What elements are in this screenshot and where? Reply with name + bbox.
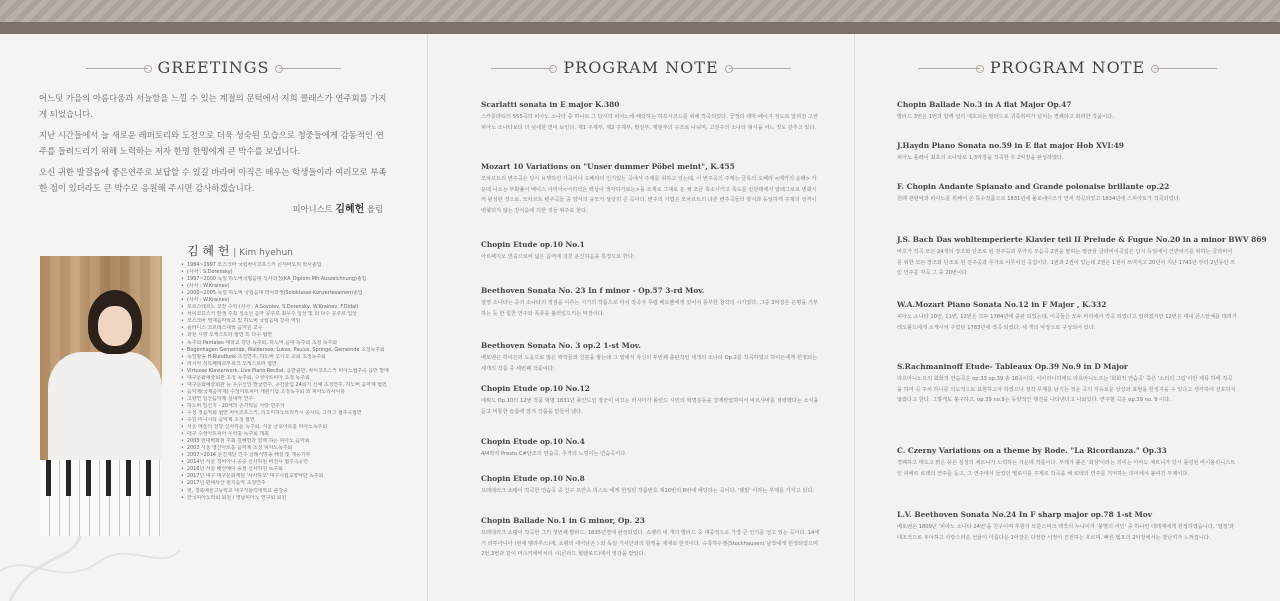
- piece-description: 스카를라티의 555곡의 피아노 소나타 중 하나로 그 당시의 피아노에 해당하는 하프시코드를 위해 작곡되었다. 궁정의 테마 페이지 정도로 알려진 고전피아노 소나타보다 더 섬세한 면이 보인다. 제1 주제부, 제2 주제부, 발전부, 재현부의 구조로 나뉘며, 고전주의 소나타 형식을 어느 정도 갖추고 있다.: [481, 114, 818, 131]
- ornament-right-icon: [1155, 68, 1217, 69]
- piece-description: 아르페지오 연습으로써 넓은 음역에 걸친 운신하음을 특징으로 한다.: [481, 254, 635, 260]
- bio-item: • 1984~1997 모스크바 국립차이코프스키 콘서바토리 학사졸업: [181, 262, 417, 269]
- bio-item: • 독일방송 H-Rundfunk 초청연주, 하노버 오디오 교회 초청독주회: [181, 354, 417, 361]
- profile-bio-list: [181, 262, 417, 502]
- piece-description: 바흐가 작곡 모든 24개의 장조와 단조로 된 전주곡과 푸가의 모음곡 2권을 말하는 평균율 클라비어곡집은 당시 독일에서 건반악기를 위하는 클라비어를 위한 모든 장조와 단조로 된 전주곡과 푸가로 이루어진 곡집이다. 1권과 2권이 있는데 2권은 1권이 쓰여지고 20년이 지난 1741년 부터 2년동안 쓰인 연주를 각곡 그 중 20번이다.: [897, 249, 1236, 277]
- bio-item: • 수원 미니시티 음악제 초청 협연: [181, 417, 417, 424]
- program-note-item: [897, 510, 1237, 543]
- bio-item: • 고향연 일산음악제 실내악 연주: [181, 396, 417, 403]
- bio-item: • 모스크바 영재음악학교 및 하노버 국립음대 강사 역임: [181, 318, 417, 325]
- program-note-item: [897, 182, 1237, 205]
- piece-title: Mozart 10 Variations on "Unser dummer Pöbel meint", K.455: [481, 162, 735, 171]
- program-note-panel-left: [427, 34, 854, 601]
- bio-item: • 2007~2014 문진재단 진주 클래식방송 해설 및 재능기부: [181, 452, 417, 459]
- bio-item: • 2017년 편대사산 현지음악 초청연주: [181, 480, 417, 487]
- program-note-item: [897, 100, 1237, 123]
- bio-item: • 독주회 Pantaleo 대학교 강당 독주회, 하노버 음대 독주회 초청 독주회: [181, 340, 417, 347]
- bio-item: • 2000~2005 독일 하노버 국립음대 박사과정(Soloklasse-Konzertexamen)졸업: [181, 290, 417, 297]
- top-divider-strip: [0, 22, 1280, 34]
- program-note-item: [481, 162, 821, 216]
- greetings-text: [39, 90, 389, 201]
- bio-item: • 한국피아노학회 회원 / 영남피아노 연구회 회원: [181, 495, 417, 502]
- signature-name: 김혜헌: [335, 204, 365, 215]
- bio-item: • 2016년 서울 횃산예이 종점 신사하원 독주회: [181, 466, 417, 473]
- piece-title: Chopin Etude op.10 No.8: [481, 474, 585, 483]
- ornament-left-icon: [86, 68, 148, 69]
- bio-item: • 2017년 대구 대구문화재단 '사사하오' 대구시립교향악단 독주회: [181, 473, 417, 480]
- piece-description: 피아노 플레이 최초의 소나타로 1,3악장을 작곡한 후 2악장을 완성하였다.: [897, 155, 1064, 161]
- bio-item: • 서울 예술의 전당 신사리를 독주회, 서울 금호아트홀 피아노독주회: [181, 424, 417, 431]
- program-note-item: [897, 141, 1237, 164]
- piece-title: Beethoven Sonata No. 23 In f minor - Op.57 3-rd Mov.: [481, 286, 705, 295]
- piece-description: 4/4박자 Presto C#단조의 연습곡. 추격의 느낌이는 연습곡이다.: [481, 451, 627, 457]
- piece-title: S.Rachmaninoff Etude- Tableaux Op.39 No.9 in D Major: [897, 362, 1128, 371]
- program-note-panel-right: [854, 34, 1280, 601]
- bio-item: • 하노버 일산지 - 20세의 손가락을 사랑 연주자: [181, 403, 417, 410]
- piece-title: L.V. Beethoven Sonata No.24 In F sharp major op.78 1-st Mov: [897, 510, 1153, 519]
- bio-item: • 차이코프스키 탄생 주최 청소년 음악 콩쿠르 최우수 입상 및 외 다수 콩쿠르 입상: [181, 311, 417, 318]
- piece-title: Chopin Ballade No.3 in A flat Major Op.47: [897, 100, 1072, 109]
- program-note-item: [481, 474, 821, 497]
- bio-item: • 2003 현대백화점 주최 김혜헌과 함께 하는 피아노 음악회: [181, 438, 417, 445]
- bio-item: • 대구문화예술회관 등 우수신인 발굴연주, 공간울림 24회기 신예 초청연주, 하노버 음악제 협연: [181, 382, 417, 389]
- program-note-item: [481, 384, 821, 417]
- piece-title: C. Czerny Variations on a theme by Rode. "La Ricordanza." Op.33: [897, 446, 1167, 455]
- decorative-top-band: [0, 0, 1280, 22]
- bio-item: • Virtuose Klavierwerk, Live Piano Recital, 음반출반, 차이코프스키 피아노협주곡 음반 발매: [181, 368, 417, 375]
- bio-item: • 수성 정음악회 협연 차이코프스키, 리오미하노브리키시 콩시티, 그리그 협주곡협연: [181, 410, 417, 417]
- piece-title: Chopin Etude op.10 No.12: [481, 384, 590, 393]
- bio-item: • 폴라디스 코르데스대학 음악원 교수: [181, 325, 417, 332]
- piece-description: 에튀드 Op.10의 12번 작품 혁명 1831년 폴란드인 장군이 이끄는 러시아가 폴란드 시민의 혁명운동을 강제탄압하여서 바르샤바를 점령했다는 소식을 듣고 비통한 슬픔에 잠겨 작품을 만들어 냈다.: [481, 398, 819, 415]
- ornament-left-icon: [491, 68, 553, 69]
- piece-description: 프레데리크 쇼팽이 작곡한 연습곡 중 친구 프란츠 리스트 에게 헌정된 작품번호 제10번의 8번에 해당하는 곡이다. '햇빛' 이라는 부제를 가지고 있다.: [481, 488, 815, 494]
- program-note-item: [481, 516, 821, 560]
- bio-item: • 1997~2000 독일 하노버국립음대 석사과정(KA_Diplom Mit Auszeichnung)졸업: [181, 276, 417, 283]
- bio-item: • 대구 수성아트피아 무학홀 독주회 개최: [181, 431, 417, 438]
- greetings-heading: GREETINGS: [0, 58, 427, 77]
- greetings-panel: [0, 34, 427, 601]
- piece-title: J.Haydn Piano Sonata no.59 in E flat major Hob XVI:49: [897, 141, 1124, 150]
- piece-description: 열정 소나타는 중기 소나타의 정점을 이루는 시기의 작품으로 마치 작곡자 무렵 베토벤에게 있어서 풍부한 창작의 시기였다. 그중 3악장은 운명을 거부하는 듯 한 힘찬 연주와 폭풍을 불러일으키는 악장이다.: [481, 300, 818, 317]
- program-note-item: [897, 300, 1237, 333]
- signature: 피아니스트 김혜헌 올림: [292, 204, 383, 215]
- piece-title: Beethoven Sonata No. 3 op.2 1-st Mov.: [481, 341, 641, 350]
- bio-item: • (사사 : S.Dorensky): [181, 269, 417, 276]
- bio-item: • 과천 시향 오케스트라 협연 외 다수 협연: [181, 332, 417, 339]
- greetings-paragraph: 오신 귀한 발걸음에 좋은연주로 보답할 수 있길 바라며 아직은 배우는 학생들이라 여러모로 부족한 점이 있더라도 큰 박수로 응원해 주시면 감사하겠습니다.: [39, 167, 387, 193]
- piece-title: W.A.Mozart Piano Sonata No.12 in F Major , K.332: [897, 300, 1107, 309]
- piece-description: 발라드 3번은 1번과 함께 널리 애호되는 발라드로 귀족취미가 넘치는 경쾌하고 화려한 작품이다.: [897, 114, 1114, 120]
- ornament-right-icon: [729, 68, 791, 69]
- piece-description: 프레데리크 쇼팽이 작곡한 그의 첫번째 발라드. 1835년경에 완성되었다. 쇼팽의 네 개의 발라드 중 대중적으로 가장 큰 인기를 얻고 있는 곡이다. 14세기 리투아니아 (현재 벨라루스)에, 쇼팽의 대어난곤 ) 와 독일 기사단과의 항쟁을 제재로 한것이다. 슈톡하우젠(Stockhausen) 남작에게 헌정되었으며 2번,3번과 같이 미츠키에비치의 시(콘라드 월렌로드)에서 영감을 받았다.: [481, 530, 820, 558]
- piece-description: 베토벤은 1809년 '피아노 소나타 24번'을 친구이며 후원자 브룬스비크 백작의 누나이자 '불멸의 여인' 중 하나인 테레제에게 헌정하였습니다. '열정'과 대조적으로 우아하고 사랑스러운 선율이 아름다운 1악장은 다정한 서정이 진전하는 흐르며, 빠른 템포의 2악장에서는 장난끼가 느껴집니다.: [897, 524, 1235, 541]
- profile-name: 김 혜 헌 | Kim hyehun: [187, 244, 293, 258]
- piece-title: Chopin Etude op.10 No.1: [481, 240, 585, 249]
- program-note-item: [481, 240, 821, 263]
- piece-title: Scarlatti sonata in E major K.380: [481, 100, 620, 109]
- piece-description: 라흐마니노프의 회화적 연습곡은 op.33 op.39 총 18곡이다. 이이리니히에도 라흐마니노프는 '회화적 연습곡' 혹은 '소리의 그림'이란 제목 하에 작곡을 하여 곡 주치 하나를 의도적으로 표현하고자 하였으나 정작 무제를 남기는 것은 곡의 자유로운 상상과 표현을 한정지을 수 있다고 생각하여 선호하지 않았다고 한다. 그렇게도 불구하고, op.39 no.9는 동양적인 행진을 나타낸다고 나와있다. 연주할 곡은 op.39 no. 9 이다.: [897, 376, 1236, 404]
- piece-title: F. Chopin Andante Spianato and Grande polonaise brillante op.22: [897, 182, 1170, 191]
- bio-item: • Bogenhagen Gemeinde, Waldersee, Lukas, Paulus, Springe, Gemeinde 초청독주회: [181, 347, 417, 354]
- program-note-item: [897, 235, 1267, 279]
- program-note-item: [481, 341, 821, 374]
- program-note-heading: PROGRAM NOTE: [428, 58, 854, 77]
- bio-item: • 2003 서울 영산아트홀 음악제 초청 피아노독주회: [181, 445, 417, 452]
- program-note-item: [481, 286, 821, 319]
- program-note-item: [897, 446, 1237, 479]
- piece-title: J.S. Bach Das wohltemperierte Klavier teil II Prelude & Fugue No.20 in a minor BWV 869: [897, 235, 1267, 244]
- piece-description: 모차르트의 변주곡은 당시 유행하던 가곡이나 오페라의 인기있는 곡에서 주제를 취하고 있는데, 이 변주곡의 주제는 글룩의 오페라 <메카의 순례> 가운데 나오는 부화풀이 베이스 아리아<어리석은 백성이 생각하기로는>을 소재로 그대로 둔 채 조금 축소시키고 축도를 인단테에서 알레그로로 변화시켜 완성한 것으로, 모차르트 변주곡들 중 양식의 규모가 상당히 큰 곡이다. 변주의 기법은 모차르트의 다른 변주곡들의 양식과 동일하게 주제의 성격이 변형되지 않는 장식음에 의한 것들 위주로 한다.: [481, 176, 817, 214]
- bio-item: • (사사 : W.Krainev): [181, 297, 417, 304]
- piece-description: 원래 관현악과 피아노를 위해서 쓴 특수작품으로 1831년에 폴로네이즈가 먼저 작곡되었고 1834년에 스피아토가 작곡되었다.: [897, 196, 1181, 202]
- bio-item: • 현, 경북예술고등학교 대구가톨릭대학교 출강중: [181, 488, 417, 495]
- bio-item: • 대구문화예술회관 초청 독주회, 수성아트피아 초청 독주회: [181, 375, 417, 382]
- bio-item: • 2014년 서울 정비아니 공중 신사하원 버전니 협주곡공연: [181, 459, 417, 466]
- pianist-photo: [40, 256, 162, 536]
- greetings-paragraph: 지난 시간들에서 늘 새로운 레퍼토리와 도전으로 더욱 성숙된 모습으로 청중들에게 감동적인 연주를 들려드리기 위해 노력하는 저자 한명 한명에게 큰 박수를 보냅니다.: [39, 130, 384, 156]
- piece-description: 베토벤은 하이든의 도움으로 많은 백작들과 친분을 쌓는데 그 밑에서 자신의 두번째 출판작인 세개의 소나타 Op.2를 작곡하였고 하이든에게 헌정되는 세개의 작품 중 세번째 작품이다.: [481, 355, 818, 372]
- piece-description: 피아노 소나타 10번, 11번, 12번은 모두 1784년에 출판 되었는데, 이곡들은 모두 파리에서 작곡 되었다고 알려졌지만 12번은 대내 콘스탄체를 데려가 레오폴드에게 소개시켜 주었던 1783년에 작곡 되었다. 세 개의 악장으로 구성되어 있다.: [897, 314, 1237, 331]
- bio-item: • (사사 : W.Krainev): [181, 283, 417, 290]
- bio-item: • 음악제(국제음악제) 수성아트피아 개관기념 초청독주회 외 피아노리사이틀: [181, 389, 417, 396]
- piece-description: 경쾌하고 태도고 밝은 풍은 심성의 체르니가 노력하는 가운데 작품이다. 부제가 붙은 '회상'이라는 의미는 아마도 체르니가 당시 롤링된 바이올리니스트인 피에르 로데의 연주를 듣고, 그 연주에서 들었던 멜로디를 주제로 작곡을 해 로데의 연주를 기억하는 의미에서 붙여진 부제이다.: [897, 460, 1236, 477]
- greetings-paragraph: 어느덧 가을의 아름다움과 서늘함을 느낄 수 있는 계절의 문턱에서 저희 클래스가 연주회를 가지게 되었습니다.: [39, 93, 387, 119]
- ornament-right-icon: [279, 68, 341, 69]
- piece-title: Chopin Etude op.10 No.4: [481, 437, 585, 446]
- ornament-left-icon: [918, 68, 980, 69]
- bio-item: • 포르스테르노 코장 수학 (사사 : A.Sovolev, S.Dorensky, W.Krainev, F.Didal): [181, 304, 417, 311]
- program-note-heading: PROGRAM NOTE: [855, 58, 1280, 77]
- bio-item: • 러시아 성트페테르부르크 오케스트라 협연: [181, 361, 417, 368]
- program-note-item: [897, 362, 1237, 406]
- program-note-item: [481, 437, 821, 460]
- piece-title: Chopin Ballade No.1 in G minor, Op. 23: [481, 516, 645, 525]
- program-note-item: [481, 100, 821, 133]
